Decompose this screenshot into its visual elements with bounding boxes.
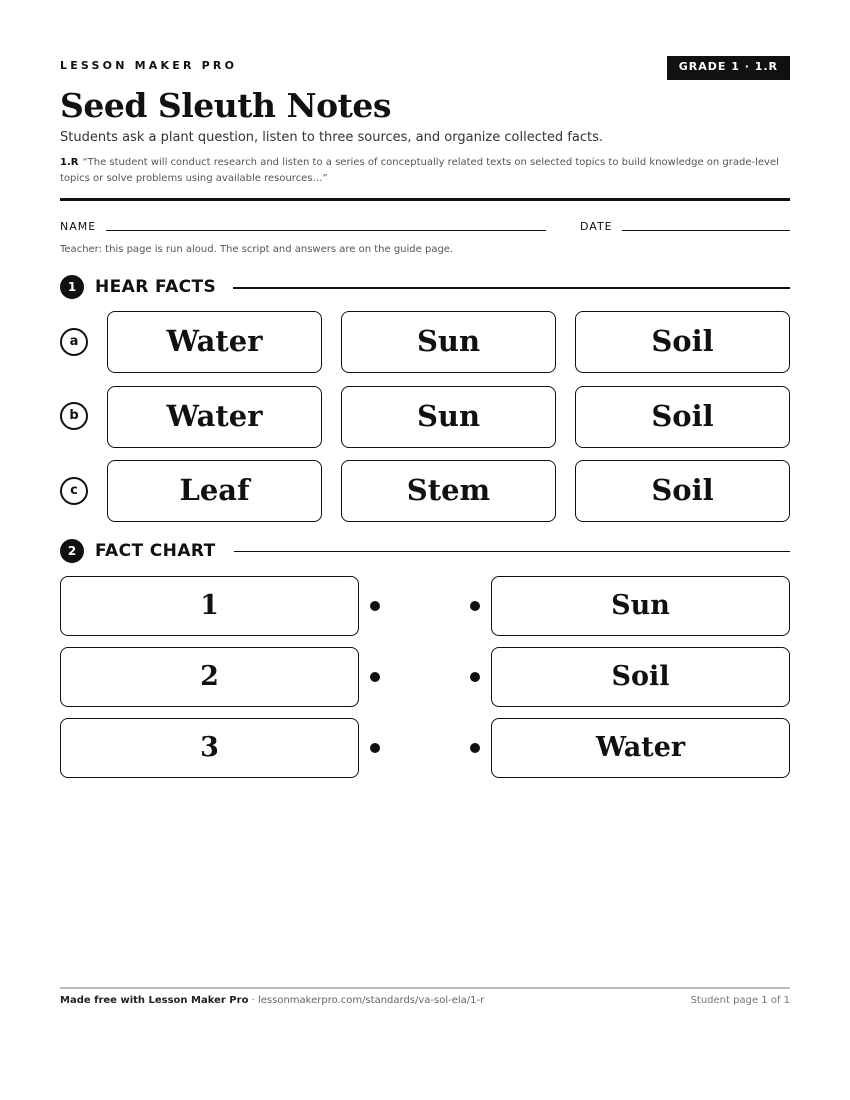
name-field[interactable]: [106, 230, 546, 231]
page-title: Seed Sleuth Notes: [60, 86, 391, 125]
match-dot-right-1[interactable]: [470, 601, 480, 611]
section-title: FACT CHART: [95, 541, 216, 561]
match-dot-left-3[interactable]: [370, 743, 380, 753]
row-letter-b: b: [60, 402, 88, 430]
chart-number-card-2[interactable]: 2: [60, 647, 359, 707]
footer-credit: [60, 995, 484, 1006]
chart-word-card-2[interactable]: Soil: [491, 647, 790, 707]
section-rule: [234, 551, 790, 552]
teacher-note: Teacher: this page is run aloud. The script and answers are on the guide page.: [60, 244, 454, 255]
choice-card-c1[interactable]: Leaf: [107, 460, 322, 522]
choice-card-a3[interactable]: Soil: [575, 311, 790, 373]
page-subtitle: Students ask a plant question, listen to three sources, and organize collected facts.: [60, 130, 604, 145]
row-letter-c: c: [60, 477, 88, 505]
section-number-badge: 2: [60, 539, 84, 563]
footer-made-with: Made free with Lesson Maker Pro: [60, 995, 249, 1006]
chart-word-card-1[interactable]: Sun: [491, 576, 790, 636]
grade-badge: GRADE 1 · 1.R: [667, 56, 790, 80]
date-field[interactable]: [622, 230, 790, 231]
worksheet-page: [60, 0, 790, 1100]
header-bar: [60, 56, 790, 80]
standard-code: 1.R: [60, 157, 79, 168]
name-date-row: [60, 220, 790, 236]
header-divider: [60, 198, 790, 201]
standard-text: [60, 155, 790, 187]
choice-card-c2[interactable]: Stem: [341, 460, 556, 522]
footer-page-number: Student page 1 of 1: [690, 995, 790, 1006]
chart-word-card-3[interactable]: Water: [491, 718, 790, 778]
standard-quote: “The student will conduct research and listen to a series of conceptually related texts on selected topics to build knowledge on grade-level topics or solve problems using available resources…”: [60, 157, 779, 184]
brand-name: LESSON MAKER PRO: [60, 59, 238, 72]
chart-number-card-1[interactable]: 1: [60, 576, 359, 636]
footer-divider: [60, 987, 790, 989]
choice-card-b3[interactable]: Soil: [575, 386, 790, 448]
section-title: HEAR FACTS: [95, 277, 217, 297]
section-number-badge: 1: [60, 275, 84, 299]
match-dot-left-1[interactable]: [370, 601, 380, 611]
match-dot-left-2[interactable]: [370, 672, 380, 682]
choice-card-a1[interactable]: Water: [107, 311, 322, 373]
choice-card-a2[interactable]: Sun: [341, 311, 556, 373]
match-dot-right-3[interactable]: [470, 743, 480, 753]
section-fact-chart-heading: [60, 539, 790, 563]
row-letter-a: a: [60, 328, 88, 356]
chart-number-card-3[interactable]: 3: [60, 718, 359, 778]
choice-card-b2[interactable]: Sun: [341, 386, 556, 448]
date-label: DATE: [580, 220, 613, 233]
section-hear-facts-heading: [60, 275, 790, 299]
choice-card-b1[interactable]: Water: [107, 386, 322, 448]
section-rule: [233, 287, 790, 289]
match-dot-right-2[interactable]: [470, 672, 480, 682]
footer-url: · lessonmakerpro.com/standards/va-sol-ela/1-r: [248, 995, 485, 1006]
name-label: NAME: [60, 220, 97, 233]
choice-card-c3[interactable]: Soil: [575, 460, 790, 522]
